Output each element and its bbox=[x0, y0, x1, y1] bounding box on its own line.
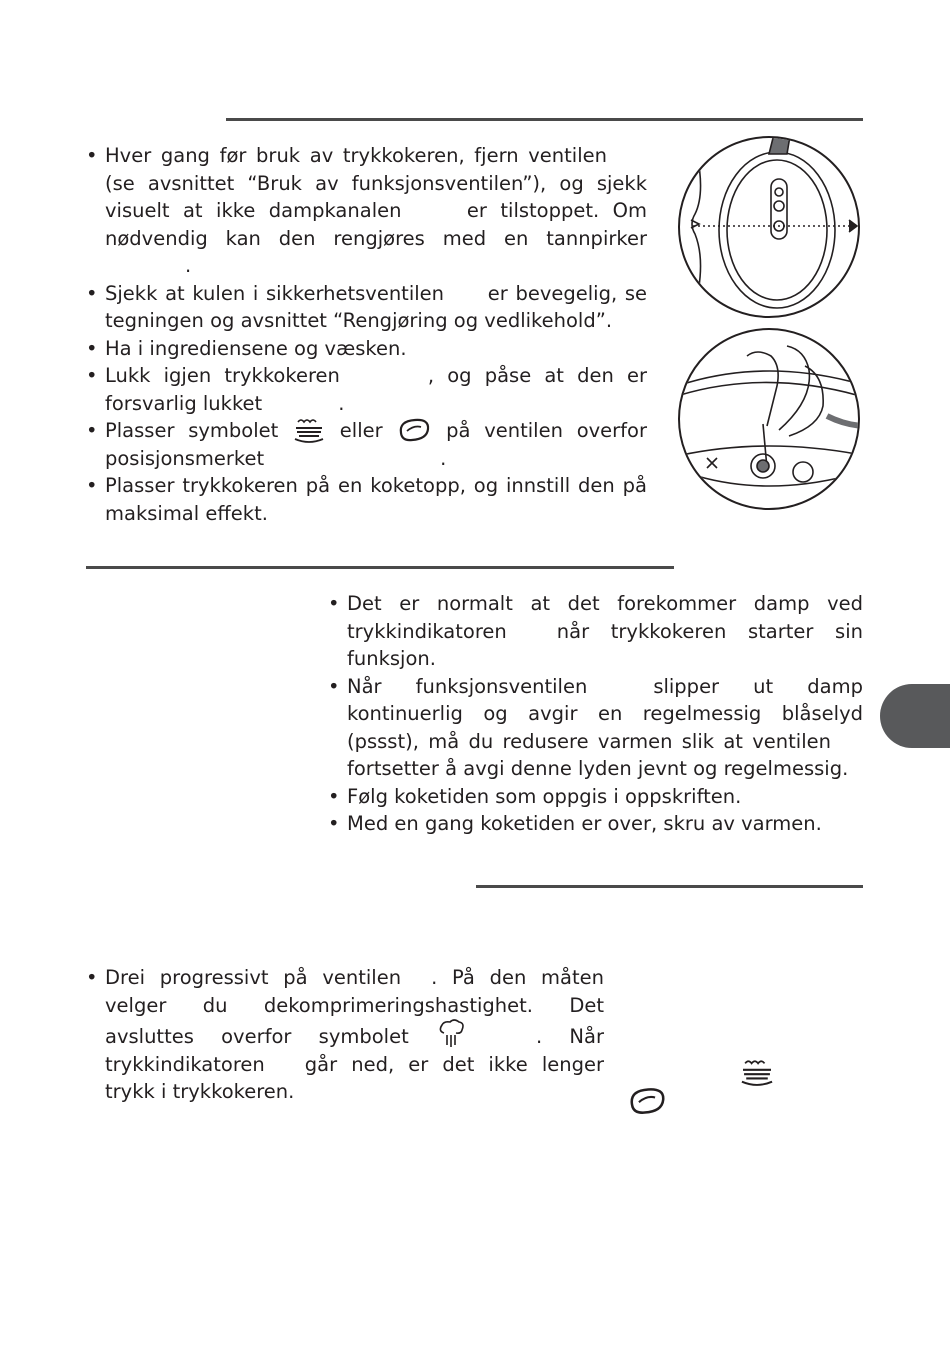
list-item: • Sjekk at kulen i sikkerhetsventilen er bevegelig, se tegningen og avsnittet “Rengjøring og vedlikehold”. bbox=[86, 280, 647, 335]
list-item: • Følg koketiden som oppgis i oppskriften. bbox=[328, 783, 863, 811]
section3-list bbox=[86, 964, 604, 1106]
list-item: • Plasser symbolet eller på ventilen overfor posisjonsmerket . bbox=[86, 417, 647, 472]
safety-valve-check-illustration bbox=[677, 326, 865, 512]
section2-list bbox=[328, 590, 863, 838]
list-item: • Med en gang koketiden er over, skru av varmen. bbox=[328, 810, 863, 838]
list-item: • Hver gang før bruk av trykkokeren, fjern ventilen (se avsnittet “Bruk av funksjonsventilen”), og sjekk visuelt at ikke dampkanalen er tilstoppet. Om nødvendig kan den rengjøres med en tannpirker. bbox=[86, 142, 647, 280]
vegetable-steam-symbol-icon bbox=[292, 417, 326, 443]
list-item: • Drei progressivt på ventilen . På den måten velger du dekomprimeringshastighet. Det avsluttes overfor symbolet . Når trykkindikatoren går ned, er det ikke lenger trykk i trykkokeren. bbox=[86, 964, 604, 1106]
section2-rule bbox=[86, 566, 674, 569]
list-item: • Det er normalt at det forekommer damp ved trykkindikatoren når trykkokeren starter sin funksjon. bbox=[328, 590, 863, 673]
pressure-cooker-inspection-illustration bbox=[677, 134, 865, 320]
meat-symbol-icon bbox=[396, 417, 432, 443]
list-item: • Lukk igjen trykkokeren , og påse at den er forsvarlig lukket . bbox=[86, 362, 647, 417]
section1-rule bbox=[226, 118, 863, 121]
decompress-symbol-icon bbox=[436, 1019, 466, 1049]
section1-list bbox=[86, 142, 647, 527]
section3-rule bbox=[476, 885, 863, 888]
list-item: • Ha i ingrediensene og væsken. bbox=[86, 335, 647, 363]
meat-symbol-icon bbox=[626, 1086, 668, 1116]
chapter-tab bbox=[880, 684, 950, 748]
list-item: • Når funksjonsventilen slipper ut damp kontinuerlig og avgir en regelmessig blåselyd (pssst), må du redusere varmen slik at ventilenfortsetter å avgi denne lyden jevnt og regelmessig. bbox=[328, 673, 863, 783]
vegetable-steam-symbol-icon bbox=[738, 1058, 776, 1086]
list-item: • Plasser trykkokeren på en koketopp, og innstill den på maksimal effekt. bbox=[86, 472, 647, 527]
